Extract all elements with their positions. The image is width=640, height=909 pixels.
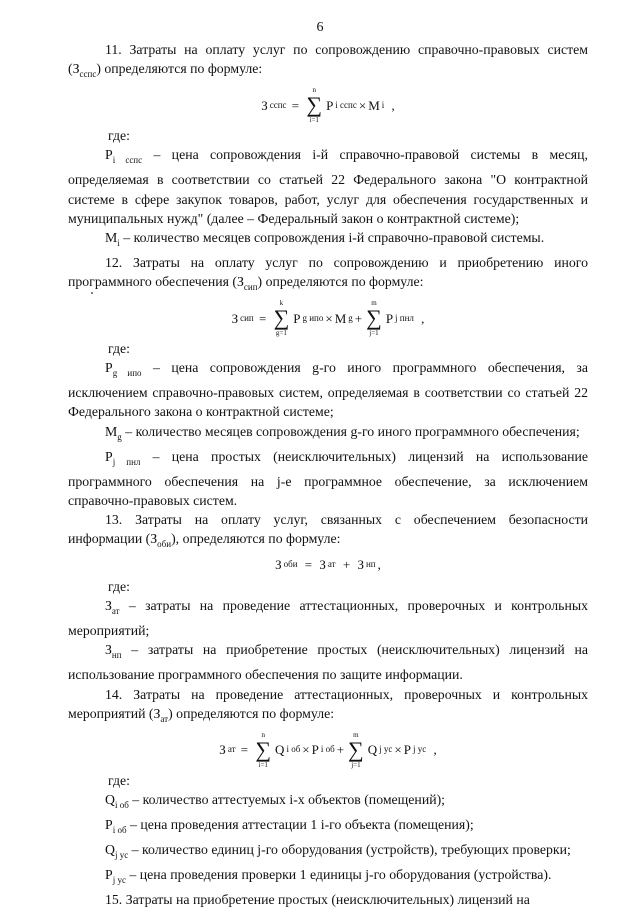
s13-intro: 13. Затраты на оплату услуг, связанных с обеспечением безопасности информации $(З_{оби})$, определяются по формуле: <box>68 511 588 549</box>
s14-formula: З ат = n ∑ i=1 Q i об × P i об + m ∑ j=1 Q j ус × P j ус , <box>219 730 437 769</box>
s13-def-1: $З_{ат}$ – затраты на проведение аттестационных, проверочных и контрольных мероприятий; <box>68 598 588 639</box>
s13-where: где: <box>108 579 130 595</box>
s12-formula: З сип = k ∑ g=1 P g ипо × M g + m ∑ j=1 P j пнл , <box>231 299 425 338</box>
s15-intro: 15. Затраты на приобретение простых (неисключительных) лицензий на <box>105 891 530 907</box>
s11-intro: 11. Затраты на оплату услуг по сопровождению справочно-правовых систем $(З_{сспс})$ определяются по формуле: <box>68 42 588 79</box>
s11-def-1: $P_{i сспс}$ – цена сопровождения i-й справочно-правовой системы в месяц, определяемая в соответствии со статьей 22 Федерального закона "О контрактной системе в сфере закупок товаров, работ, услуг для обеспечения государственных и муниципальных нужд" (далее – Федеральный закон о контрактной системе); <box>68 147 588 226</box>
sum-symbol: k ∑ g=1 <box>273 299 290 338</box>
page-number: 6 <box>316 20 324 35</box>
sum-symbol: m ∑ j=1 <box>348 730 364 769</box>
s14-def-3: $Q_{j ус}$ – количество единиц j-го оборудования (устройств), требующих проверки; <box>105 841 571 860</box>
s11-def-2: $M_i$ – количество месяцев сопровождения i-й справочно-правовой системы. <box>105 229 545 248</box>
s12-def-1: $P_{g ипо}$ – цена сопровождения g-го иного программного обеспечения, за исключением справочно-правовых систем, определяемая в соответствии со статьей 22 Федерального закона о контрактной системе; <box>68 360 588 420</box>
s12-def-3: $P_{j пнл}$ – цена простых (неисключительных) лицензий на использование программного обеспечения на j-е программное обеспечение, за исключением справочно-правовых систем. <box>68 448 588 508</box>
s14-def-2: $P_{i об}$ – цена проведения аттестации 1 i-го объекта (помещения); <box>105 816 474 835</box>
s12-where: где: <box>108 341 130 357</box>
s14-where: где: <box>108 772 130 788</box>
s14-intro: 14. Затраты на проведение аттестационных, проверочных и контрольных мероприятий $(З_{ат})$ определяются по формуле: <box>68 686 588 724</box>
s11-formula: З сспс = n ∑ i=1 P i сспс × M i , <box>261 86 395 125</box>
sum-symbol: m ∑ j=1 <box>366 299 382 338</box>
sum-symbol: n ∑ i=1 <box>255 730 272 769</box>
s12-def-2: $M_g$ – количество месяцев сопровождения g-го иного программного обеспечения; <box>105 423 580 442</box>
s14-def-1: $Q_{i об}$ – количество аттестуемых i-х объектов (помещений); <box>105 791 446 810</box>
s13-formula: З оби = З ат + З нп , <box>275 557 381 573</box>
sum-symbol: n ∑ i=1 <box>306 86 323 125</box>
s14-def-4: $P_{j ус}$ – цена проведения проверки 1 единицы j-го оборудования (устройства). <box>105 866 552 885</box>
document-body <box>68 40 588 909</box>
s11-where: где: <box>108 128 130 144</box>
s12-intro: 12. Затраты на оплату услуг по сопровождению и приобретению иного программного обеспечения $(З_{сип})$ определяются по формуле: <box>68 254 588 292</box>
s13-def-2: $З_{нп}$ – затраты на приобретение простых (неисключительных) лицензий на использование программного обеспечения по защите информации. <box>68 642 588 683</box>
